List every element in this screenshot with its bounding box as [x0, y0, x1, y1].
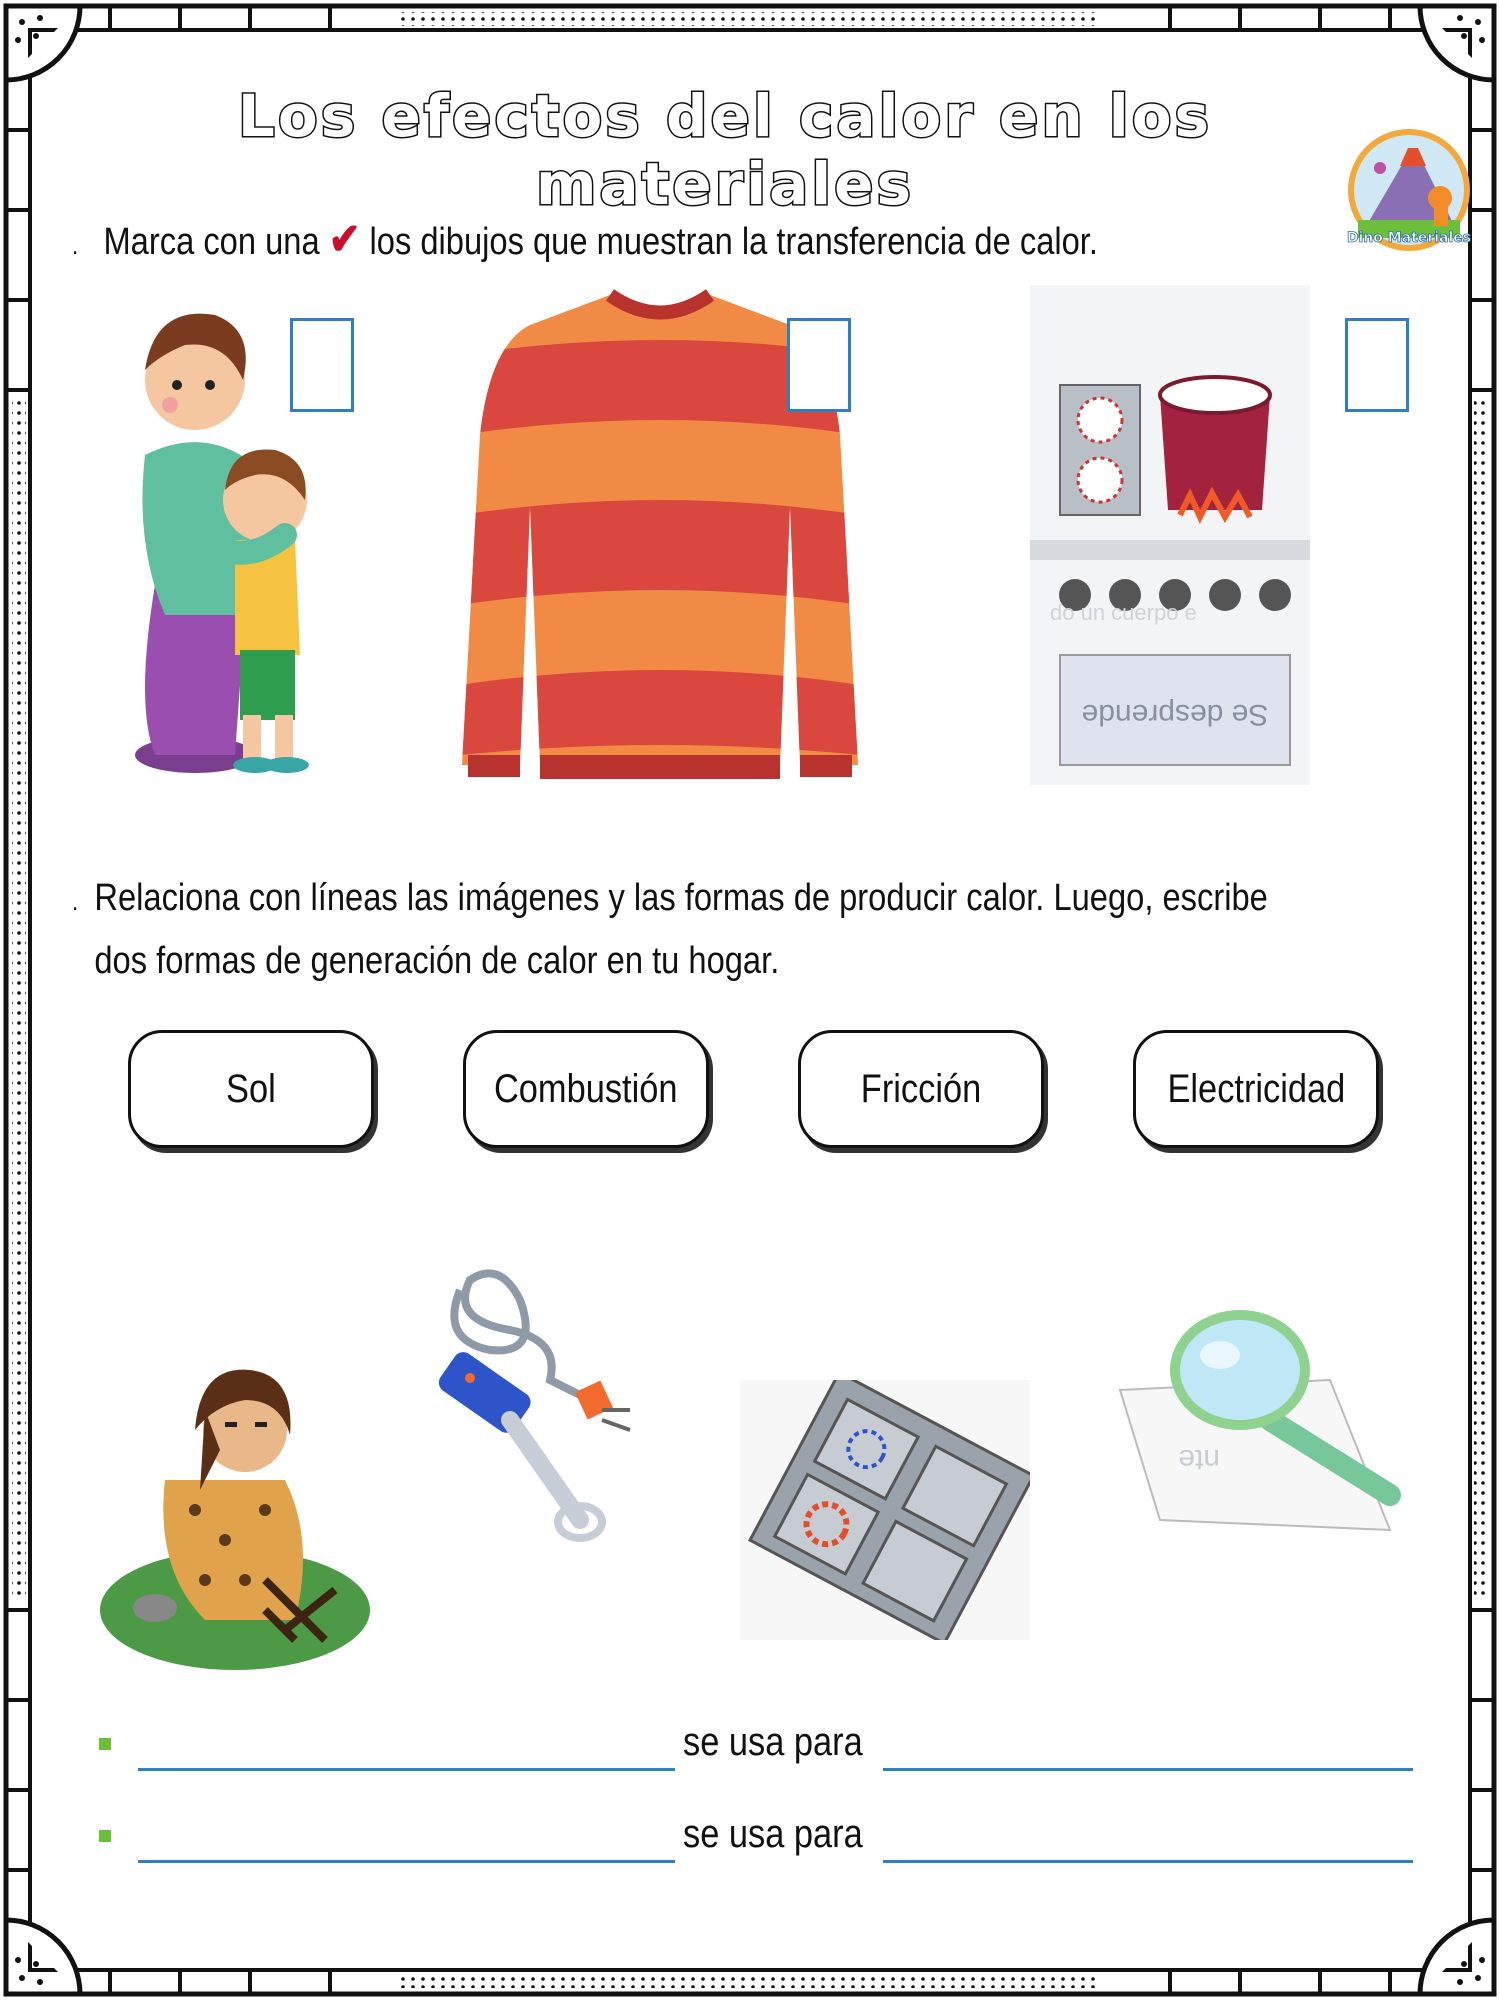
instruction-1-before: Marca con una: [103, 221, 320, 263]
option-label: Fricción: [860, 1066, 982, 1111]
answer-2-use-input[interactable]: [883, 1816, 1417, 1858]
instruction-1-after: los dibujos que muestran la transferencia de calor.: [369, 221, 1098, 263]
answer-row-1: [95, 1720, 1415, 1780]
electric-immersion-heater-illustration: [430, 1260, 640, 1560]
answer-1-use-field[interactable]: [883, 1768, 1413, 1771]
logo-text: Dino Materiales: [1346, 230, 1472, 246]
option-electricidad[interactable]: [1133, 1030, 1379, 1148]
option-label: Combustión: [494, 1066, 678, 1111]
option-label: Electricidad: [1167, 1066, 1345, 1111]
checkbox-sweater[interactable]: [787, 318, 851, 412]
answer-2-source-field[interactable]: [138, 1860, 675, 1863]
option-combustion[interactable]: [463, 1030, 709, 1148]
paper-text: nte: [1178, 1443, 1220, 1476]
checkbox-hug[interactable]: [290, 318, 354, 412]
instruction-2-line1: Relaciona con líneas las imágenes y las formas de producir calor. Luego, escribe: [94, 877, 1268, 919]
caveman-making-fire-illustration: [95, 1340, 375, 1670]
dinosaur-volcano-logo: [1328, 128, 1490, 252]
answer-1-source-input[interactable]: [138, 1724, 679, 1766]
answer-1-source-field[interactable]: [138, 1768, 675, 1771]
option-label: Sol: [226, 1066, 276, 1111]
bullet: .: [72, 886, 79, 916]
answer-2-use-field[interactable]: [883, 1860, 1413, 1863]
connector-text: se usa para: [683, 1812, 863, 1856]
answer-row-2: [95, 1812, 1415, 1872]
checkbox-stove[interactable]: [1345, 318, 1409, 412]
green-bullet-icon: [99, 1830, 111, 1842]
pot-on-stove-illustration: [1030, 285, 1310, 785]
mother-hugging-child-illustration: [115, 285, 315, 785]
stove-overlay-text-2: do un cuerpo e: [1050, 600, 1197, 625]
checkmark-icon: ✔: [328, 215, 361, 264]
instruction-2-line2: dos formas de generación de calor en tu hogar.: [94, 940, 780, 982]
gas-burner-illustration: [740, 1380, 1030, 1640]
instruction-2: [72, 868, 1268, 991]
page-title: Los efectos del calor en los materiales: [237, 82, 1213, 218]
green-bullet-icon: [99, 1738, 111, 1750]
connector-text: se usa para: [683, 1720, 863, 1764]
magnifying-glass-sun-illustration: [1100, 1300, 1410, 1550]
bullet: .: [72, 230, 79, 260]
answer-1-use-input[interactable]: [883, 1724, 1417, 1766]
instruction-1: [72, 210, 1098, 275]
option-friccion[interactable]: [798, 1030, 1044, 1148]
answer-2-source-input[interactable]: [138, 1816, 679, 1858]
option-sol[interactable]: [128, 1030, 374, 1148]
stove-overlay-text: Se desprende: [1081, 698, 1269, 731]
